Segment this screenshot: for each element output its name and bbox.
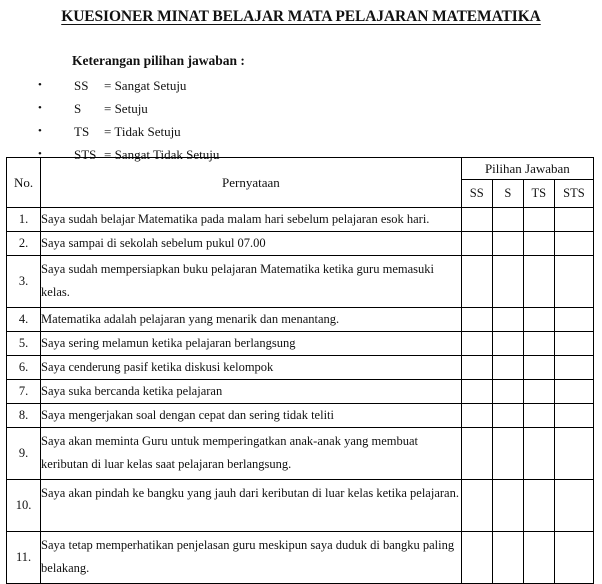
answer-cell-ts[interactable]	[523, 256, 554, 308]
table-row	[7, 480, 594, 532]
answer-cell-ts[interactable]	[523, 404, 554, 428]
table-row	[7, 428, 594, 480]
row-statement: Saya sering melamun ketika pelajaran berlangsung	[41, 332, 462, 356]
answer-cell-ts[interactable]	[523, 532, 554, 584]
row-number: 9.	[7, 428, 41, 480]
legend-list	[0, 74, 602, 166]
answer-cell-sts[interactable]	[554, 428, 593, 480]
answer-cell-sts[interactable]	[554, 208, 593, 232]
answer-cell-s[interactable]	[492, 380, 523, 404]
answer-cell-ss[interactable]	[461, 428, 492, 480]
answer-cell-s[interactable]	[492, 480, 523, 532]
row-statement: Matematika adalah pelajaran yang menarik dan menantang.	[41, 308, 462, 332]
legend-definition: = Sangat Setuju	[104, 78, 187, 93]
answer-cell-sts[interactable]	[554, 356, 593, 380]
table-row	[7, 532, 594, 584]
answer-cell-sts[interactable]	[554, 308, 593, 332]
row-number: 1.	[7, 208, 41, 232]
answer-cell-s[interactable]	[492, 308, 523, 332]
legend-definition: = Setuju	[104, 101, 148, 116]
answer-cell-sts[interactable]	[554, 380, 593, 404]
header-statement: Pernyataan	[41, 158, 462, 208]
answer-cell-ss[interactable]	[461, 208, 492, 232]
row-statement: Saya sudah mempersiapkan buku pelajaran Matematika ketika guru memasuki kelas.	[41, 256, 462, 308]
row-statement: Saya sudah belajar Matematika pada malam hari sebelum pelajaran esok hari.	[41, 208, 462, 232]
answer-cell-ts[interactable]	[523, 208, 554, 232]
row-number: 8.	[7, 404, 41, 428]
row-statement: Saya akan meminta Guru untuk memperingatkan anak-anak yang membuat keributan di luar kelas saat pelajaran berlangsung.	[41, 428, 462, 480]
answer-cell-ss[interactable]	[461, 380, 492, 404]
legend-definition: = Tidak Setuju	[104, 124, 181, 139]
answer-cell-sts[interactable]	[554, 232, 593, 256]
header-option-ss: SS	[461, 180, 492, 208]
legend-abbreviation: TS	[74, 124, 90, 139]
answer-cell-ss[interactable]	[461, 332, 492, 356]
legend-item	[0, 120, 602, 143]
answer-cell-ts[interactable]	[523, 480, 554, 532]
bullet-icon: •	[38, 148, 42, 160]
answer-cell-sts[interactable]	[554, 256, 593, 308]
answer-cell-sts[interactable]	[554, 480, 593, 532]
answer-cell-ts[interactable]	[523, 332, 554, 356]
table-row	[7, 256, 594, 308]
row-number: 10.	[7, 480, 41, 532]
row-statement: Saya suka bercanda ketika pelajaran	[41, 380, 462, 404]
header-no: No.	[7, 158, 41, 208]
bullet-icon: •	[38, 125, 42, 137]
row-number: 5.	[7, 332, 41, 356]
legend-abbreviation: S	[74, 101, 82, 116]
answer-legend	[0, 52, 602, 166]
header-options-group: Pilihan Jawaban	[461, 158, 593, 180]
answer-cell-sts[interactable]	[554, 332, 593, 356]
legend-heading: Keterangan pilihan jawaban :	[72, 53, 245, 68]
row-number: 11.	[7, 532, 41, 584]
row-number: 3.	[7, 256, 41, 308]
answer-cell-s[interactable]	[492, 332, 523, 356]
answer-cell-s[interactable]	[492, 532, 523, 584]
answer-cell-sts[interactable]	[554, 404, 593, 428]
bullet-icon: •	[38, 102, 42, 114]
row-statement: Saya sampai di sekolah sebelum pukul 07.00	[41, 232, 462, 256]
row-statement: Saya cenderung pasif ketika diskusi kelompok	[41, 356, 462, 380]
answer-cell-s[interactable]	[492, 256, 523, 308]
answer-cell-ss[interactable]	[461, 308, 492, 332]
table-row	[7, 356, 594, 380]
answer-cell-sts[interactable]	[554, 532, 593, 584]
answer-cell-ss[interactable]	[461, 356, 492, 380]
header-option-s: S	[492, 180, 523, 208]
legend-item	[0, 97, 602, 120]
row-statement: Saya mengerjakan soal dengan cepat dan sering tidak teliti	[41, 404, 462, 428]
table-header-row-primary	[7, 158, 594, 180]
row-number: 7.	[7, 380, 41, 404]
table-body	[7, 208, 594, 584]
answer-cell-ts[interactable]	[523, 232, 554, 256]
header-option-sts: STS	[554, 180, 593, 208]
row-statement: Saya tetap memperhatikan penjelasan guru meskipun saya duduk di bangku paling belakang.	[41, 532, 462, 584]
legend-abbreviation: STS	[74, 147, 97, 162]
answer-cell-ts[interactable]	[523, 380, 554, 404]
row-number: 4.	[7, 308, 41, 332]
answer-cell-s[interactable]	[492, 208, 523, 232]
row-statement: Saya akan pindah ke bangku yang jauh dari keributan di luar kelas ketika pelajaran.	[41, 480, 462, 532]
table-row	[7, 308, 594, 332]
answer-cell-ss[interactable]	[461, 532, 492, 584]
row-number: 6.	[7, 356, 41, 380]
answer-cell-ts[interactable]	[523, 308, 554, 332]
header-option-ts: TS	[523, 180, 554, 208]
table-row	[7, 332, 594, 356]
questionnaire-table	[6, 157, 594, 584]
legend-definition: = Sangat Tidak Setuju	[104, 147, 220, 162]
answer-cell-s[interactable]	[492, 428, 523, 480]
answer-cell-s[interactable]	[492, 404, 523, 428]
answer-cell-ss[interactable]	[461, 480, 492, 532]
answer-cell-s[interactable]	[492, 232, 523, 256]
answer-cell-ss[interactable]	[461, 404, 492, 428]
row-number: 2.	[7, 232, 41, 256]
table-row	[7, 208, 594, 232]
table-row	[7, 404, 594, 428]
bullet-icon: •	[38, 79, 42, 91]
legend-item	[0, 74, 602, 97]
table-row	[7, 232, 594, 256]
answer-cell-s[interactable]	[492, 356, 523, 380]
table-row	[7, 380, 594, 404]
table-head	[7, 158, 594, 208]
answer-cell-ss[interactable]	[461, 256, 492, 308]
answer-cell-ts[interactable]	[523, 428, 554, 480]
answer-cell-ts[interactable]	[523, 356, 554, 380]
legend-abbreviation: SS	[74, 78, 89, 93]
page-title: KUESIONER MINAT BELAJAR MATA PELAJARAN MATEMATIKA	[61, 8, 541, 25]
answer-cell-ss[interactable]	[461, 232, 492, 256]
